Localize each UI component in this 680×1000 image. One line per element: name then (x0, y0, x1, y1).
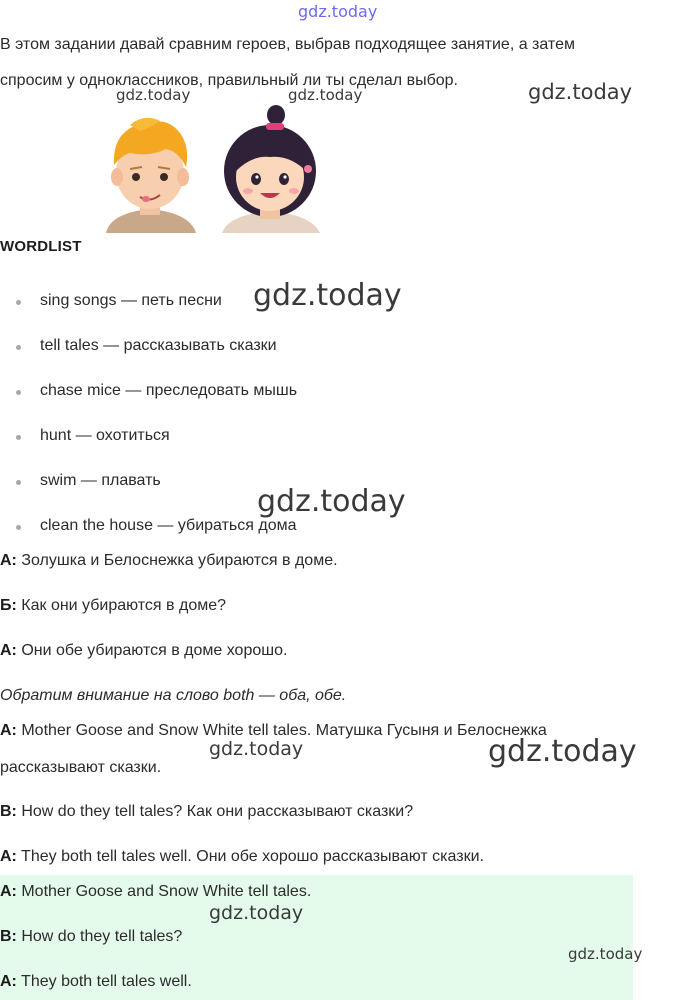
boy-illustration (106, 118, 196, 233)
dialogue-line: B: How do they tell tales? Как они рассказывают сказки? (0, 803, 414, 820)
bullet-dot (16, 525, 21, 530)
wordlist-item: tell tales — рассказывать сказки (40, 337, 277, 354)
dialogue-line: A: They both tell tales well. Они обе хорошо рассказывают сказки. (0, 848, 484, 865)
bullet-dot (16, 300, 21, 305)
dialogue-line: А: Золушка и Белоснежка убираются в доме. (0, 552, 338, 569)
illustration-boy-and-girl (100, 105, 340, 233)
watermark-small-4: gdz.today (209, 902, 304, 924)
watermark-mid-right: gdz.today (528, 80, 633, 104)
dialogue-line: А: Они обе убираются в доме хорошо. (0, 642, 288, 659)
wordlist-item: swim — плавать (40, 472, 161, 489)
bullet-dot (16, 390, 21, 395)
intro-line-2: спросим у одноклассников, правильный ли ты сделал выбор. (0, 72, 458, 89)
dialogue-line: Б: Как они убираются в доме? (0, 597, 227, 614)
highlight-line: A: Mother Goose and Snow White tell tales. (0, 883, 312, 900)
watermark-small-1: gdz.today (116, 86, 191, 104)
wordlist-item: sing songs — петь песни (40, 292, 222, 309)
highlight-line: B: How do they tell tales? (0, 928, 183, 945)
watermark-small-5: gdz.today (568, 945, 643, 963)
bullet-dot (16, 345, 21, 350)
girl-illustration (222, 105, 320, 233)
wordlist-item: hunt — охотиться (40, 427, 170, 444)
dialogue-line-continuation: рассказывают сказки. (0, 759, 162, 776)
intro-line-1: В этом задании давай сравним героев, выбрав подходящее занятие, а затем (0, 36, 575, 53)
watermark-large-1: gdz.today (253, 278, 402, 313)
note-both: Обратим внимание на слово both — оба, обе. (0, 687, 347, 704)
bullet-dot (16, 435, 21, 440)
wordlist-item: chase mice — преследовать мышь (40, 382, 298, 399)
bullet-dot (16, 480, 21, 485)
watermark-small-3: gdz.today (209, 738, 304, 760)
watermark-large-3: gdz.today (488, 734, 637, 769)
wordlist-heading: WORDLIST (0, 238, 82, 255)
watermark-top: gdz.today (298, 2, 378, 21)
wordlist-item: clean the house — убираться дома (40, 517, 297, 534)
highlight-line: A: They both tell tales well. (0, 973, 192, 990)
watermark-large-2: gdz.today (257, 484, 406, 519)
watermark-small-2: gdz.today (288, 86, 363, 104)
dialogue-line: A: Mother Goose and Snow White tell tales. Матушка Гусыня и Белоснежка (0, 722, 547, 739)
